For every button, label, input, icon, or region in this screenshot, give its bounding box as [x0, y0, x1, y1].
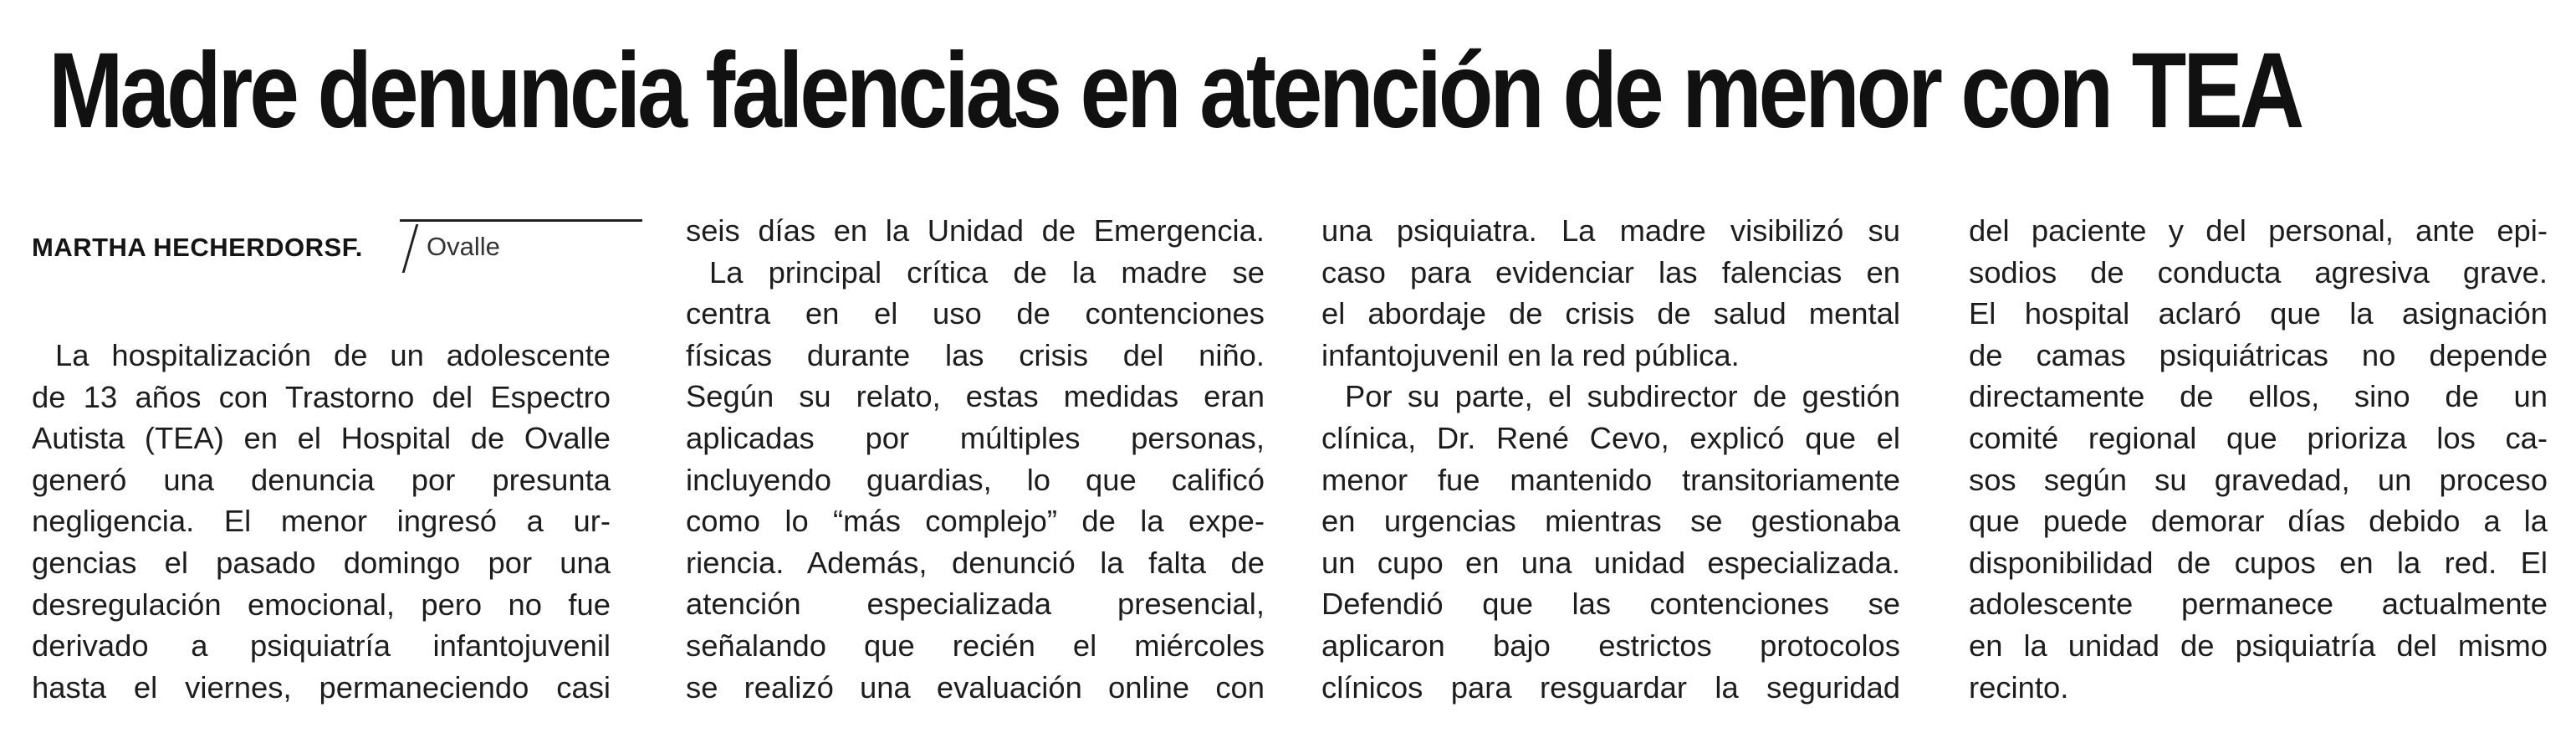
text-line: de 13 años con Trastorno del Espectro [32, 379, 611, 414]
article-column-3 [1321, 210, 1900, 708]
byline-rule [400, 219, 642, 222]
text-line: hasta el viernes, permaneciendo casi [32, 669, 611, 705]
text-line: incluyendo guardias, lo que calificó [686, 462, 1265, 497]
text-line: derivado a psiquiatría infantojuvenil [32, 628, 611, 664]
byline [32, 219, 612, 269]
text-line: Defendió que las contenciones se [1321, 587, 1900, 622]
text-line: atención especializada presencial, [686, 587, 1265, 622]
byline-author: MARTHA HECHERDORSF. [32, 233, 363, 262]
text-line: del paciente y del personal, ante epi- [1969, 213, 2548, 248]
text-line: el abordaje de crisis de salud mental [1321, 296, 1900, 331]
byline-location: Ovalle [427, 232, 500, 261]
text-line: recinto. [1969, 669, 2069, 705]
text-line: centra en el uso de contenciones [686, 296, 1265, 331]
text-line: señalando que recién el miércoles [686, 628, 1265, 663]
text-line: se realizó una evaluación online con [686, 669, 1265, 705]
text-line: como lo “más complejo” de la expe- [686, 504, 1265, 539]
text-line: comité regional que prioriza los ca- [1969, 420, 2548, 455]
text-line: caso para evidenciar las falencias en [1321, 254, 1900, 290]
text-line: negligencia. El menor ingresó a ur- [32, 504, 611, 539]
text-line: que puede demorar días debido a la [1969, 504, 2548, 539]
text-line: El hospital aclaró que la asignación [1969, 296, 2548, 331]
article-column-1 [32, 335, 611, 708]
article-column-2 [686, 210, 1265, 708]
text-line: aplicaron bajo estrictos protocolos [1321, 628, 1900, 663]
text-line: riencia. Además, denunció la falta de [686, 545, 1265, 580]
text-line: Autista (TEA) en el Hospital de Ovalle [32, 421, 611, 456]
text-line: clínicos para resguardar la seguridad [1321, 669, 1900, 705]
text-line: una psiquiatra. La madre visibilizó su [1321, 213, 1900, 248]
text-line: de camas psiquiátricas no depende [1969, 337, 2548, 372]
article-column-4 [1969, 210, 2548, 708]
text-line: disponibilidad de cupos en la red. El [1969, 545, 2548, 580]
text-line: La hospitalización de un adolescente [55, 338, 611, 372]
text-line: directamente de ellos, sino de un [1969, 379, 2548, 414]
text-line: sos según su gravedad, un proceso [1969, 462, 2548, 497]
text-line: sodios de conducta agresiva grave. [1969, 254, 2548, 290]
text-line: seis días en la Unidad de Emergencia. [686, 213, 1265, 248]
text-line: infantojuvenil en la red pública. [1321, 337, 1740, 372]
text-line: aplicadas por múltiples personas, [686, 420, 1265, 455]
text-line: en urgencias mientras se gestionaba [1321, 504, 1900, 539]
text-line: un cupo en una unidad especializada. [1321, 545, 1900, 580]
byline-slash [402, 224, 419, 273]
text-line: adolescente permanece actualmente [1969, 587, 2548, 622]
text-line: La principal crítica de la madre se [709, 254, 1265, 290]
text-line: desregulación emocional, pero no fue [32, 587, 611, 622]
text-line: gencias el pasado domingo por una [32, 545, 611, 580]
text-line: menor fue mantenido transitoriamente [1321, 462, 1900, 497]
text-line: clínica, Dr. René Cevo, explicó que el [1321, 420, 1900, 455]
text-line: físicas durante las crisis del niño. [686, 337, 1265, 372]
text-line: generó una denuncia por presunta [32, 462, 611, 497]
text-line: Por su parte, el subdirector de gestión [1345, 379, 1900, 414]
text-line: en la unidad de psiquiatría del mismo [1969, 628, 2548, 663]
text-line: Según su relato, estas medidas eran [686, 379, 1265, 414]
headline: Madre denuncia falencias en atención de menor con TEA [49, 31, 2302, 151]
